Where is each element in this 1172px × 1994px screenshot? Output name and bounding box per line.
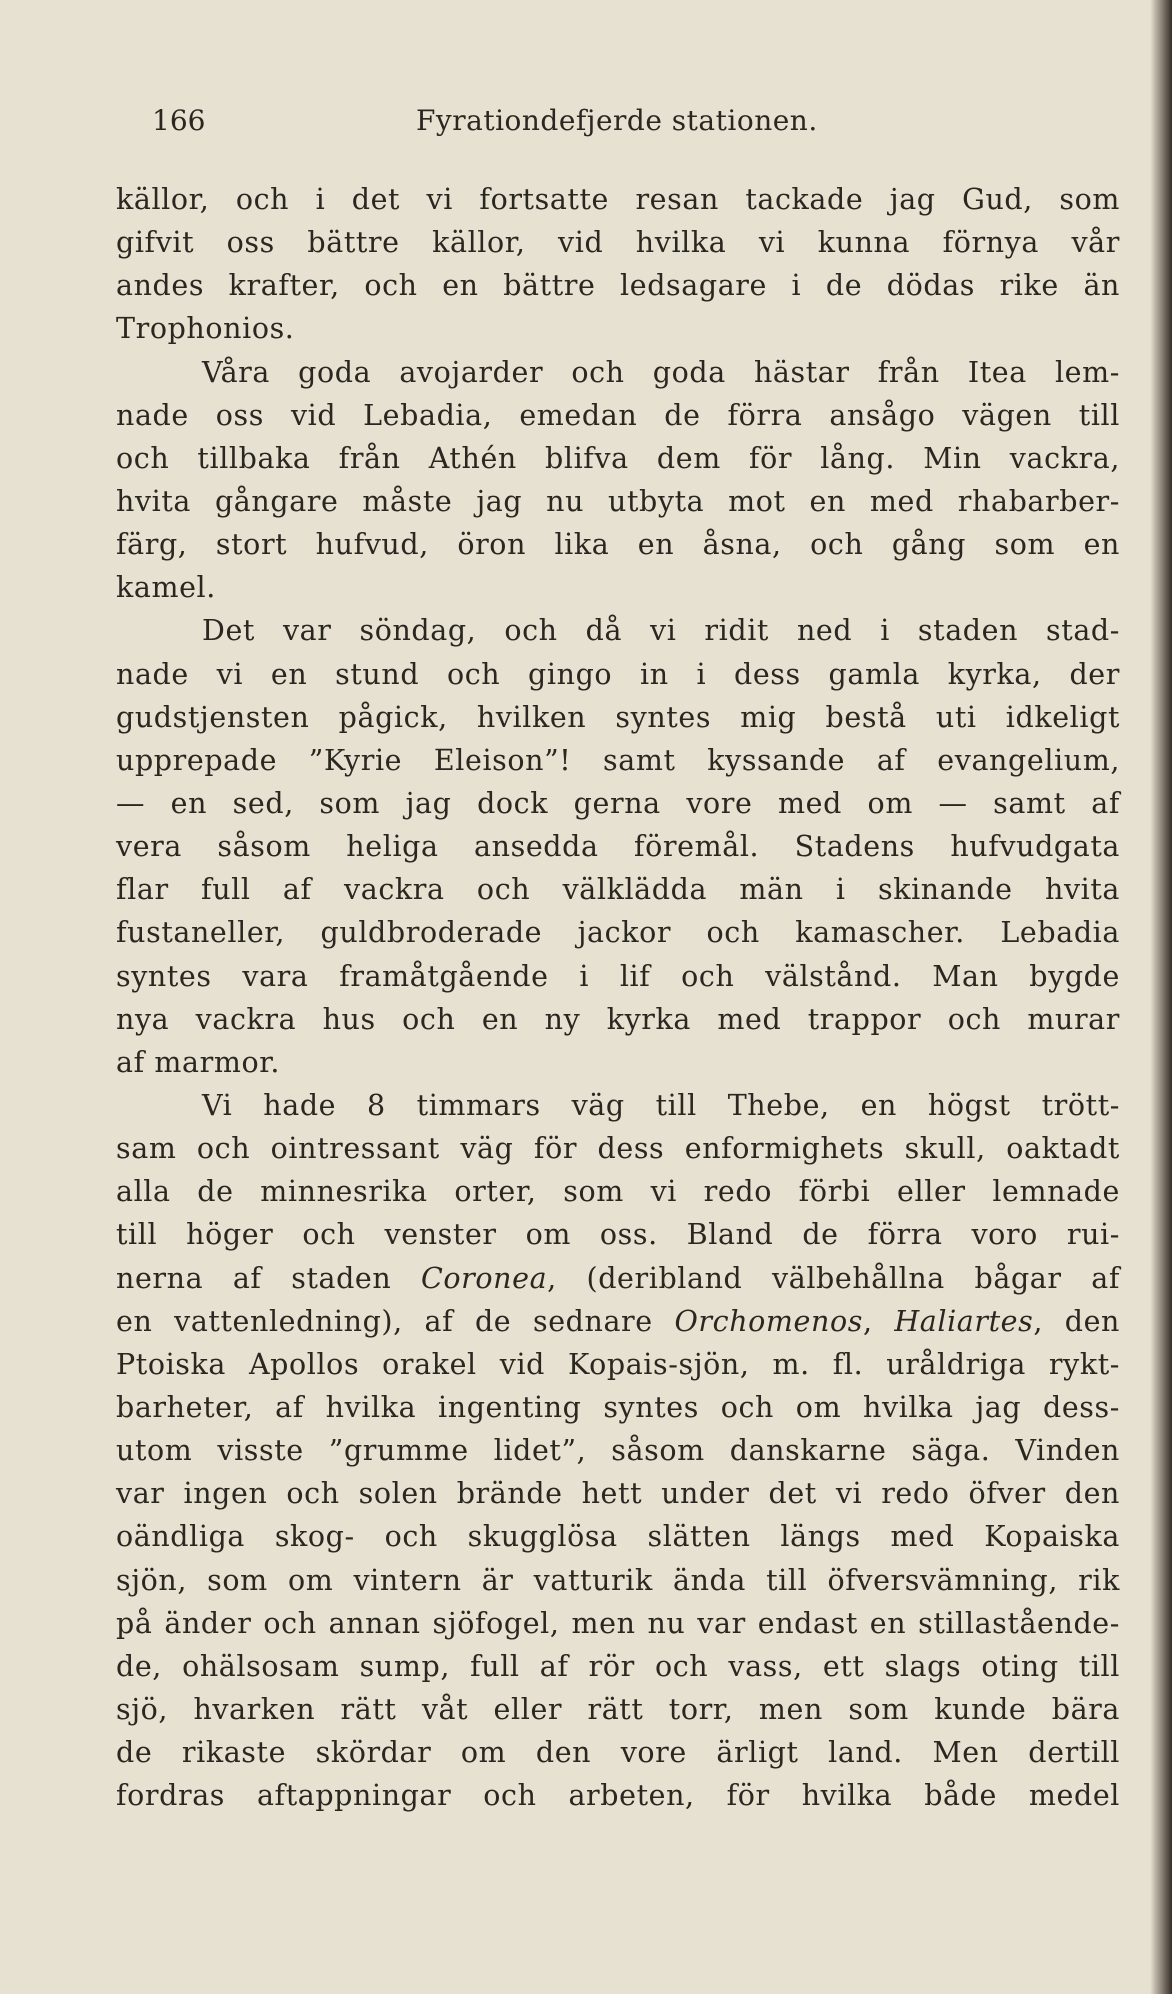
text-line: källor, och i det vi fortsatte resan tackade jag Gud, som <box>116 183 1120 216</box>
page-number: 166 <box>152 104 206 137</box>
text-run: , (deribland välbehållna bågar af <box>547 1261 1120 1295</box>
text-line: — en sed, som jag dock gerna vore med om — samt af <box>116 786 1120 820</box>
text-line: Trophonios. <box>116 312 295 346</box>
page-header <box>152 104 1052 144</box>
text-line: sjö, hvarken rätt våt eller rätt torr, men som kunde bära <box>116 1692 1120 1726</box>
text-line: utom visste ”grumme lidet”, såsom danskarne säga. Vinden <box>116 1434 1120 1468</box>
text-line: barheter, af hvilka ingenting syntes och om hvilka jag dess- <box>116 1390 1120 1424</box>
body-text <box>116 178 1120 1817</box>
text-run: , den <box>1033 1304 1121 1338</box>
text-line-with-italic <box>116 1257 1120 1300</box>
running-head: Fyrationdefjerde stationen. <box>416 104 818 137</box>
text-line: hvita gångare måste jag nu utbyta mot en med rhabarber- <box>116 484 1120 518</box>
text-line: färg, stort hufvud, öron lika en åsna, och gång som en <box>116 528 1120 562</box>
text-line: upprepade ”Kyrie Eleison”! samt kyssande af evangelium, <box>116 743 1120 777</box>
page-edge-shadow <box>1150 0 1172 1994</box>
text-line: gifvit oss bättre källor, vid hvilka vi kunna förnya vår <box>116 226 1120 260</box>
text-line: till höger och venster om oss. Bland de förra voro rui- <box>116 1218 1120 1252</box>
paragraph-start: Våra goda avojarder och goda hästar från Itea lem- <box>202 355 1120 389</box>
text-line-with-italic <box>116 1300 1120 1343</box>
paragraph-start: Vi hade 8 timmars väg till Thebe, en högst trött- <box>202 1088 1120 1122</box>
italic-place-name: Orchomenos <box>674 1304 863 1338</box>
text-line: flar full af vackra och välklädda män i skinande hvita <box>116 873 1120 907</box>
text-run: , <box>862 1304 895 1338</box>
text-line: nade vi en stund och gingo in i dess gamla kyrka, der <box>116 657 1120 691</box>
text-line: fustaneller, guldbroderade jackor och kamascher. Lebadia <box>116 916 1120 950</box>
text-line: oändliga skog- och skugglösa slätten längs med Kopaiska <box>116 1520 1120 1554</box>
italic-place-name: Coronea <box>421 1261 548 1295</box>
text-line: nade oss vid Lebadia, emedan de förra ansågo vägen till <box>116 398 1120 432</box>
text-run: en vattenledning), af de sednare <box>116 1304 675 1338</box>
text-line: gudstjensten pågick, hvilken syntes mig bestå uti idkeligt <box>116 700 1120 734</box>
text-run: nerna af staden <box>116 1261 421 1295</box>
text-line: syntes vara framåtgående i lif och välstånd. Man bygde <box>116 959 1120 993</box>
italic-place-name: Haliartes <box>894 1304 1034 1338</box>
text-line: alla de minnesrika orter, som vi redo förbi eller lemnade <box>116 1175 1120 1209</box>
text-line: sjön, som om vintern är vatturik ända till öfversvämning, rik <box>116 1563 1120 1597</box>
text-line: af marmor. <box>116 1045 280 1079</box>
text-line: andes krafter, och en bättre ledsagare i de dödas rike än <box>116 269 1120 303</box>
text-line: på änder och annan sjöfogel, men nu var endast en stillastående- <box>116 1606 1120 1640</box>
text-line: Ptoiska Apollos orakel vid Kopais-sjön, m. fl. uråldriga rykt- <box>116 1347 1120 1381</box>
text-line: vera såsom heliga ansedda föremål. Stadens hufvudgata <box>116 830 1120 864</box>
paragraph-start: Det var söndag, och då vi ridit ned i staden stad- <box>202 614 1120 648</box>
text-line: var ingen och solen brände hett under det vi redo öfver den <box>116 1477 1120 1511</box>
text-line: fordras aftappningar och arbeten, för hvilka både medel <box>116 1779 1120 1813</box>
text-line: nya vackra hus och en ny kyrka med trappor och murar <box>116 1002 1120 1036</box>
text-line: de rikaste skördar om den vore ärligt land. Men dertill <box>116 1736 1120 1770</box>
text-line: sam och ointressant väg för dess enformighets skull, oaktadt <box>116 1132 1120 1166</box>
text-line: de, ohälsosam sump, full af rör och vass, ett slags oting till <box>116 1649 1120 1683</box>
text-line: och tillbaka från Athén blifva dem för lång. Min vackra, <box>116 441 1120 475</box>
text-line: kamel. <box>116 571 216 605</box>
